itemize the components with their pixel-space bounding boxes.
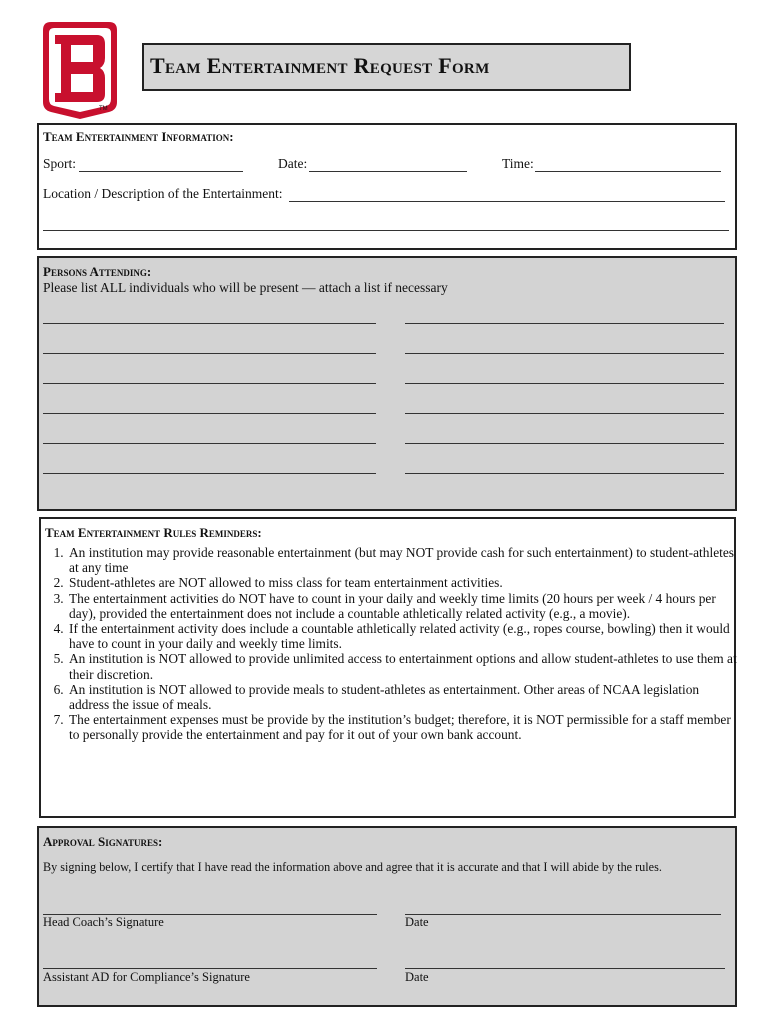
info-heading: Team Entertainment Information: bbox=[43, 129, 234, 144]
sport-label: Sport: bbox=[43, 156, 77, 171]
assistant-ad-date-field[interactable] bbox=[405, 968, 725, 969]
form-title: Team Entertainment Request Form bbox=[150, 53, 490, 78]
rule-item: 2. Student-athletes are NOT allowed to miss class for team entertainment activities. bbox=[67, 575, 742, 590]
assistant-ad-date-label: Date bbox=[405, 970, 429, 984]
head-coach-date-label: Date bbox=[405, 915, 429, 929]
rule-item: 6. An institution is NOT allowed to provide meals to student-athletes as entertainment. Other areas of NCAA legislation address the issue of meals. bbox=[67, 682, 742, 712]
person-field[interactable] bbox=[43, 353, 376, 354]
rule-item: 7. The entertainment expenses must be provide by the institution’s budget; therefore, it is NOT permissible for a staff member to personally provide the entertainment and pay for it out of your own bank account. bbox=[67, 712, 742, 742]
person-field[interactable] bbox=[43, 323, 376, 324]
persons-instruction: Please list ALL individuals who will be present — attach a list if necessary bbox=[43, 280, 448, 295]
date-field[interactable] bbox=[309, 171, 467, 172]
sport-field[interactable] bbox=[79, 171, 243, 172]
location-field[interactable] bbox=[289, 201, 725, 202]
assistant-ad-signature-label: Assistant AD for Compliance’s Signature bbox=[43, 970, 250, 984]
approval-signatures-section bbox=[37, 826, 737, 1007]
date-label: Date: bbox=[278, 156, 308, 171]
approval-heading: Approval Signatures: bbox=[43, 834, 163, 849]
rule-item: 1. An institution may provide reasonable entertainment (but may NOT provide cash for such entertainment) to student-athletes at any time bbox=[67, 545, 742, 575]
time-field[interactable] bbox=[535, 171, 721, 172]
person-field[interactable] bbox=[405, 353, 724, 354]
rules-list bbox=[43, 545, 742, 743]
entertainment-info-section bbox=[37, 123, 737, 250]
rule-item: 5. An institution is NOT allowed to provide unlimited access to entertainment options and allow student-athletes to use them at their discretion. bbox=[67, 651, 742, 681]
person-field[interactable] bbox=[43, 383, 376, 384]
rules-heading: Team Entertainment Rules Reminders: bbox=[45, 525, 262, 540]
b-shield-icon bbox=[37, 20, 123, 120]
persons-attending-section bbox=[37, 256, 737, 511]
person-field[interactable] bbox=[43, 443, 376, 444]
person-field[interactable] bbox=[43, 413, 376, 414]
trademark-mark: TM bbox=[99, 106, 108, 112]
head-coach-date-field[interactable] bbox=[405, 914, 721, 915]
location-field-continued[interactable] bbox=[43, 230, 729, 231]
head-coach-signature-label: Head Coach’s Signature bbox=[43, 915, 164, 929]
persons-heading: Persons Attending: bbox=[43, 264, 152, 279]
person-field[interactable] bbox=[43, 473, 376, 474]
rule-item: 4. If the entertainment activity does include a countable athletically related activity (e.g., ropes course, bowling) then it would have to count in your daily and weekly time limits. bbox=[67, 621, 742, 651]
person-field[interactable] bbox=[405, 473, 724, 474]
person-field[interactable] bbox=[405, 413, 724, 414]
title-box bbox=[142, 43, 631, 91]
assistant-ad-signature-field[interactable] bbox=[43, 968, 377, 969]
rules-reminders-section bbox=[39, 517, 736, 818]
time-label: Time: bbox=[502, 156, 534, 171]
bradley-logo bbox=[37, 20, 123, 120]
rule-item: 3. The entertainment activities do NOT have to count in your daily and weekly time limits (20 hours per week / 4 hours per day), provided the entertainment does not include a countable athletically related activity (e.g., a movie). bbox=[67, 591, 742, 621]
person-field[interactable] bbox=[405, 383, 724, 384]
certification-statement: By signing below, I certify that I have read the information above and agree that it is accurate and that I will abide by the rules. bbox=[43, 860, 662, 874]
location-label: Location / Description of the Entertainment: bbox=[43, 186, 283, 201]
person-field[interactable] bbox=[405, 443, 724, 444]
person-field[interactable] bbox=[405, 323, 724, 324]
